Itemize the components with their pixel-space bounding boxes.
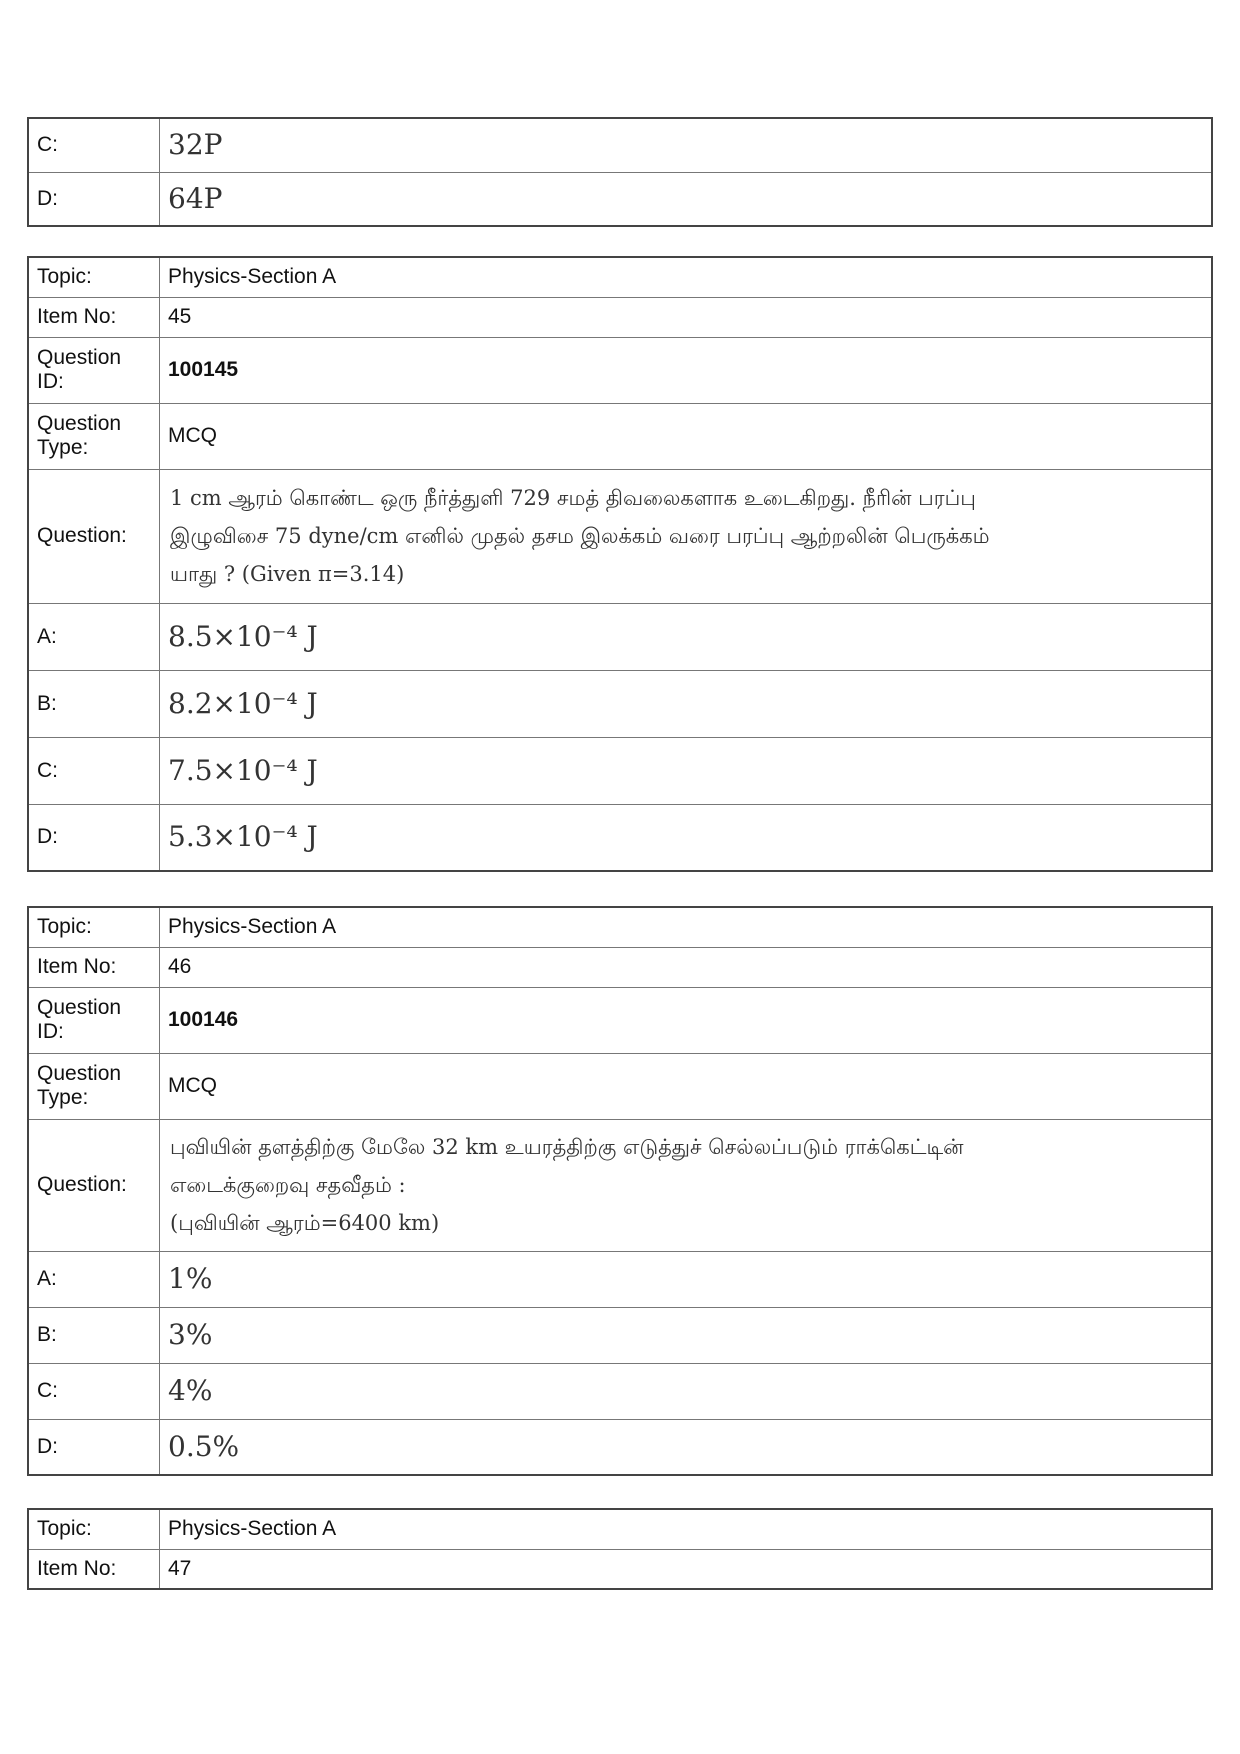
option-text: 8.5×10⁻⁴ J [160, 603, 1213, 670]
option-row [28, 804, 1212, 871]
item-no-label: Item No: [28, 1549, 160, 1589]
question-label: Question: [28, 1119, 160, 1251]
question-type-label: Question Type: [28, 1053, 160, 1119]
question-id-row [28, 337, 1212, 403]
option-row [28, 1251, 1212, 1307]
question-text [160, 469, 1213, 603]
topic-label: Topic: [28, 1509, 160, 1549]
option-row [28, 1363, 1212, 1419]
question-line: எடைக்குறைவு சதவீதம் : [170, 1173, 406, 1197]
option-text: 32P [160, 118, 1213, 172]
option-row [28, 603, 1212, 670]
question-line: யாது ? (Given π=3.14) [170, 562, 405, 586]
question-type-value: MCQ [160, 1053, 1213, 1119]
option-row [28, 118, 1212, 172]
question-line: புவியின் தளத்திற்கு மேலே 32 km உயரத்திற்கு எடுத்துச் செல்லப்படும் ராக்கெட்டின் [170, 1135, 964, 1159]
option-letter: A: [28, 1251, 160, 1307]
question-id-value: 100146 [160, 987, 1213, 1053]
topic-value: Physics-Section A [160, 257, 1213, 297]
item-no-value: 45 [160, 297, 1213, 337]
option-letter: D: [28, 172, 160, 226]
question-line: இழுவிசை 75 dyne/cm எனில் முதல் தசம இலக்கம் வரை பரப்பு ஆற்றலின் பெருக்கம் [170, 524, 990, 548]
option-text: 0.5% [160, 1419, 1213, 1475]
previous-question-options [27, 117, 1213, 227]
topic-label: Topic: [28, 907, 160, 947]
option-row [28, 737, 1212, 804]
item-no-label: Item No: [28, 947, 160, 987]
option-letter: B: [28, 670, 160, 737]
topic-row [28, 1509, 1212, 1549]
option-letter: C: [28, 118, 160, 172]
question-line: (புவியின் ஆரம்=6400 km) [170, 1211, 440, 1235]
item-no-row [28, 947, 1212, 987]
option-letter: D: [28, 804, 160, 871]
question-id-label: Question ID: [28, 337, 160, 403]
question-type-label: Question Type: [28, 403, 160, 469]
topic-row [28, 257, 1212, 297]
question-line: 1 cm ஆரம் கொண்ட ஒரு நீர்த்துளி 729 சமத் திவலைகளாக உடைகிறது. நீரின் பரப்பு [170, 486, 976, 510]
option-text: 1% [160, 1251, 1213, 1307]
question-type-row [28, 403, 1212, 469]
question-label: Question: [28, 469, 160, 603]
question-type-value: MCQ [160, 403, 1213, 469]
question-table-45 [27, 256, 1213, 872]
question-row [28, 469, 1212, 603]
option-letter: D: [28, 1419, 160, 1475]
option-letter: C: [28, 737, 160, 804]
option-row [28, 172, 1212, 226]
question-id-row [28, 987, 1212, 1053]
item-no-value: 47 [160, 1549, 1213, 1589]
topic-value: Physics-Section A [160, 907, 1213, 947]
question-type-row [28, 1053, 1212, 1119]
option-letter: C: [28, 1363, 160, 1419]
topic-value: Physics-Section A [160, 1509, 1213, 1549]
option-text: 7.5×10⁻⁴ J [160, 737, 1213, 804]
question-table-46 [27, 906, 1213, 1476]
item-no-row [28, 297, 1212, 337]
question-id-label: Question ID: [28, 987, 160, 1053]
option-row [28, 1307, 1212, 1363]
option-text: 8.2×10⁻⁴ J [160, 670, 1213, 737]
option-row [28, 670, 1212, 737]
option-letter: A: [28, 603, 160, 670]
question-text [160, 1119, 1213, 1251]
option-text: 4% [160, 1363, 1213, 1419]
question-table-47 [27, 1508, 1213, 1590]
item-no-label: Item No: [28, 297, 160, 337]
option-text: 3% [160, 1307, 1213, 1363]
item-no-row [28, 1549, 1212, 1589]
option-row [28, 1419, 1212, 1475]
question-id-value: 100145 [160, 337, 1213, 403]
question-row [28, 1119, 1212, 1251]
topic-row [28, 907, 1212, 947]
option-letter: B: [28, 1307, 160, 1363]
option-text: 5.3×10⁻⁴ J [160, 804, 1213, 871]
item-no-value: 46 [160, 947, 1213, 987]
option-text: 64P [160, 172, 1213, 226]
topic-label: Topic: [28, 257, 160, 297]
